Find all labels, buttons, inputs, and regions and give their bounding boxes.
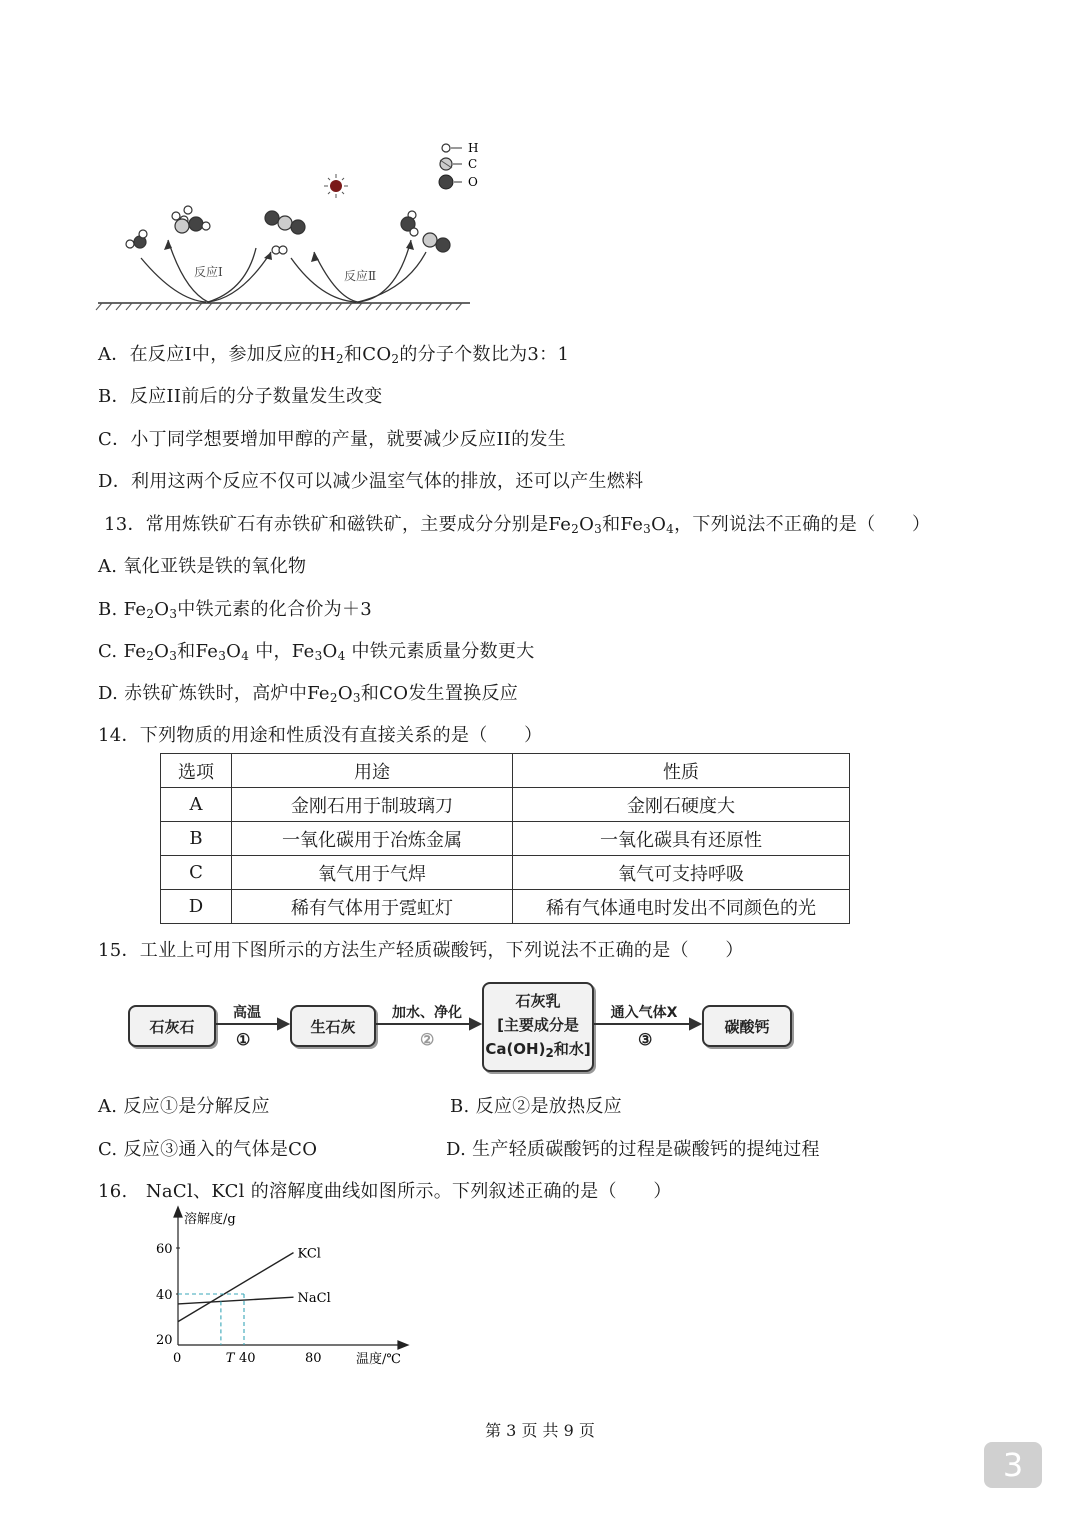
flow-box3-line3: $Ca(OH)_2$和水]: [485, 1040, 591, 1060]
y-axis-arrow: [174, 1207, 182, 1217]
flow-num-3: ③: [638, 1030, 653, 1049]
q15-option-d[interactable]: D. 生产轻质碳酸钙的过程是碳酸钙的提纯过程: [446, 1139, 820, 1160]
table-cell: 金刚石用于制玻璃刀: [232, 788, 513, 822]
legend-o: O: [468, 175, 478, 189]
y-axis-label: 溶解度/g: [184, 1212, 236, 1227]
uses-table: [160, 753, 850, 924]
table-cell: 一氧化碳用于冶炼金属: [232, 822, 513, 856]
table-cell: 一氧化碳具有还原性: [513, 822, 850, 856]
flow-label-high-temp: 高温: [233, 1005, 261, 1021]
solubility-chart: [150, 1205, 420, 1375]
q13-stem: 13．常用炼铁矿石有赤铁矿和磁铁矿，主要成分分别是$Fe_2O_3$和$Fe_3O_4$，下列说法不正确的是（ ）: [104, 514, 931, 536]
table-row: [161, 890, 850, 924]
flow-num-1: ①: [236, 1030, 251, 1049]
flow-label-add-water: 加水、净化: [392, 1005, 462, 1021]
table-cell: 稀有气体用于霓虹灯: [232, 890, 513, 924]
page-footer: 第 3 页 共 9 页: [485, 1421, 595, 1440]
flow-num-2: ②: [420, 1030, 435, 1049]
table-row: [161, 856, 850, 890]
q13-option-c[interactable]: C. $Fe_2O_3$和$Fe_3O_4$ 中，$Fe_3O_4$ 中铁元素质量分数更大: [98, 641, 535, 663]
table-cell: B: [161, 822, 232, 856]
table-header: 选项: [161, 754, 232, 788]
table-header: 性质: [513, 754, 850, 788]
q15-option-a[interactable]: A. 反应①是分解反应: [98, 1096, 270, 1117]
x-tick-label: 80: [305, 1351, 322, 1366]
reaction-1-label: 反应I: [194, 265, 223, 279]
table-cell: 稀有气体通电时发出不同颜色的光: [513, 890, 850, 924]
molecule-legend: [439, 141, 478, 189]
table-cell: 氧气用于气焊: [232, 856, 513, 890]
q13-option-b[interactable]: B. $Fe_2O_3$中铁元素的化合价为＋3: [98, 599, 373, 621]
series-line-kcl: [178, 1253, 294, 1322]
legend-h: H: [468, 141, 479, 155]
y-tick-label: 60: [156, 1242, 173, 1257]
table-header-row: [161, 754, 850, 788]
sun-icon: [324, 174, 348, 198]
flow-box-limewater: [482, 982, 594, 1072]
y-tick-label: 20: [156, 1333, 173, 1348]
q15-option-c[interactable]: C. 反应③通入的气体是CO: [98, 1139, 318, 1160]
q13-option-d[interactable]: D. 赤铁矿炼铁时，高炉中$Fe_2O_3$和CO发生置换反应: [98, 683, 519, 705]
page-number-badge: 3: [984, 1442, 1042, 1488]
q16-stem: 16. NaCl、KCl 的溶解度曲线如图所示。下列叙述正确的是（ ）: [98, 1181, 672, 1202]
flow-label-gas-x: 通入气体X: [610, 1005, 678, 1021]
table-row: [161, 788, 850, 822]
series-label-nacl: NaCl: [297, 1291, 331, 1307]
series-line-nacl: [178, 1297, 294, 1304]
flow-box3-line2: [主要成分是: [497, 1016, 579, 1034]
table-cell: 氧气可支持呼吸: [513, 856, 850, 890]
x-tick-label: 40: [239, 1351, 256, 1366]
q15-option-b[interactable]: B. 反应②是放热反应: [450, 1096, 622, 1117]
reaction-diagram: [96, 140, 479, 315]
x-axis-label: 温度/℃: [356, 1352, 401, 1367]
q12-option-a[interactable]: A．在反应I中，参加反应的$H_2$和$CO_2$的分子个数比为3：1: [98, 344, 570, 366]
reaction-2-label: 反应Ⅱ: [344, 269, 377, 283]
q15-stem: 15．工业上可用下图所示的方法生产轻质碳酸钙，下列说法不正确的是（ ）: [98, 940, 744, 961]
q14-stem: 14．下列物质的用途和性质没有直接关系的是（ ）: [98, 725, 543, 746]
legend-c: C: [468, 157, 478, 171]
table-cell: C: [161, 856, 232, 890]
series-label-kcl: KCl: [297, 1246, 321, 1262]
table-row: [161, 822, 850, 856]
x-axis-arrow: [398, 1341, 408, 1349]
table-cell: D: [161, 890, 232, 924]
table-cell: A: [161, 788, 232, 822]
flow-box-quicklime: 生石灰: [290, 1005, 376, 1047]
q12-option-c[interactable]: C．小丁同学想要增加甲醇的产量，就要减少反应II的发生: [98, 429, 567, 450]
q12-option-d[interactable]: D．利用这两个反应不仅可以减少温室气体的排放，还可以产生燃料: [98, 471, 644, 492]
flow-box-calcium-carbonate: 碳酸钙: [702, 1005, 792, 1047]
q12-option-b[interactable]: B．反应II前后的分子数量发生改变: [98, 386, 383, 407]
flow-box-limestone: 石灰石: [128, 1005, 216, 1047]
table-cell: 金刚石硬度大: [513, 788, 850, 822]
q13-option-a[interactable]: A. 氧化亚铁是铁的氧化物: [98, 556, 307, 577]
flow-box3-line1: 石灰乳: [515, 992, 561, 1010]
molecules: [126, 206, 450, 254]
table-header: 用途: [232, 754, 513, 788]
y-tick-label: 40: [156, 1288, 173, 1303]
x-tick-label: 0: [173, 1351, 182, 1366]
x-tick-label: T: [225, 1351, 235, 1366]
